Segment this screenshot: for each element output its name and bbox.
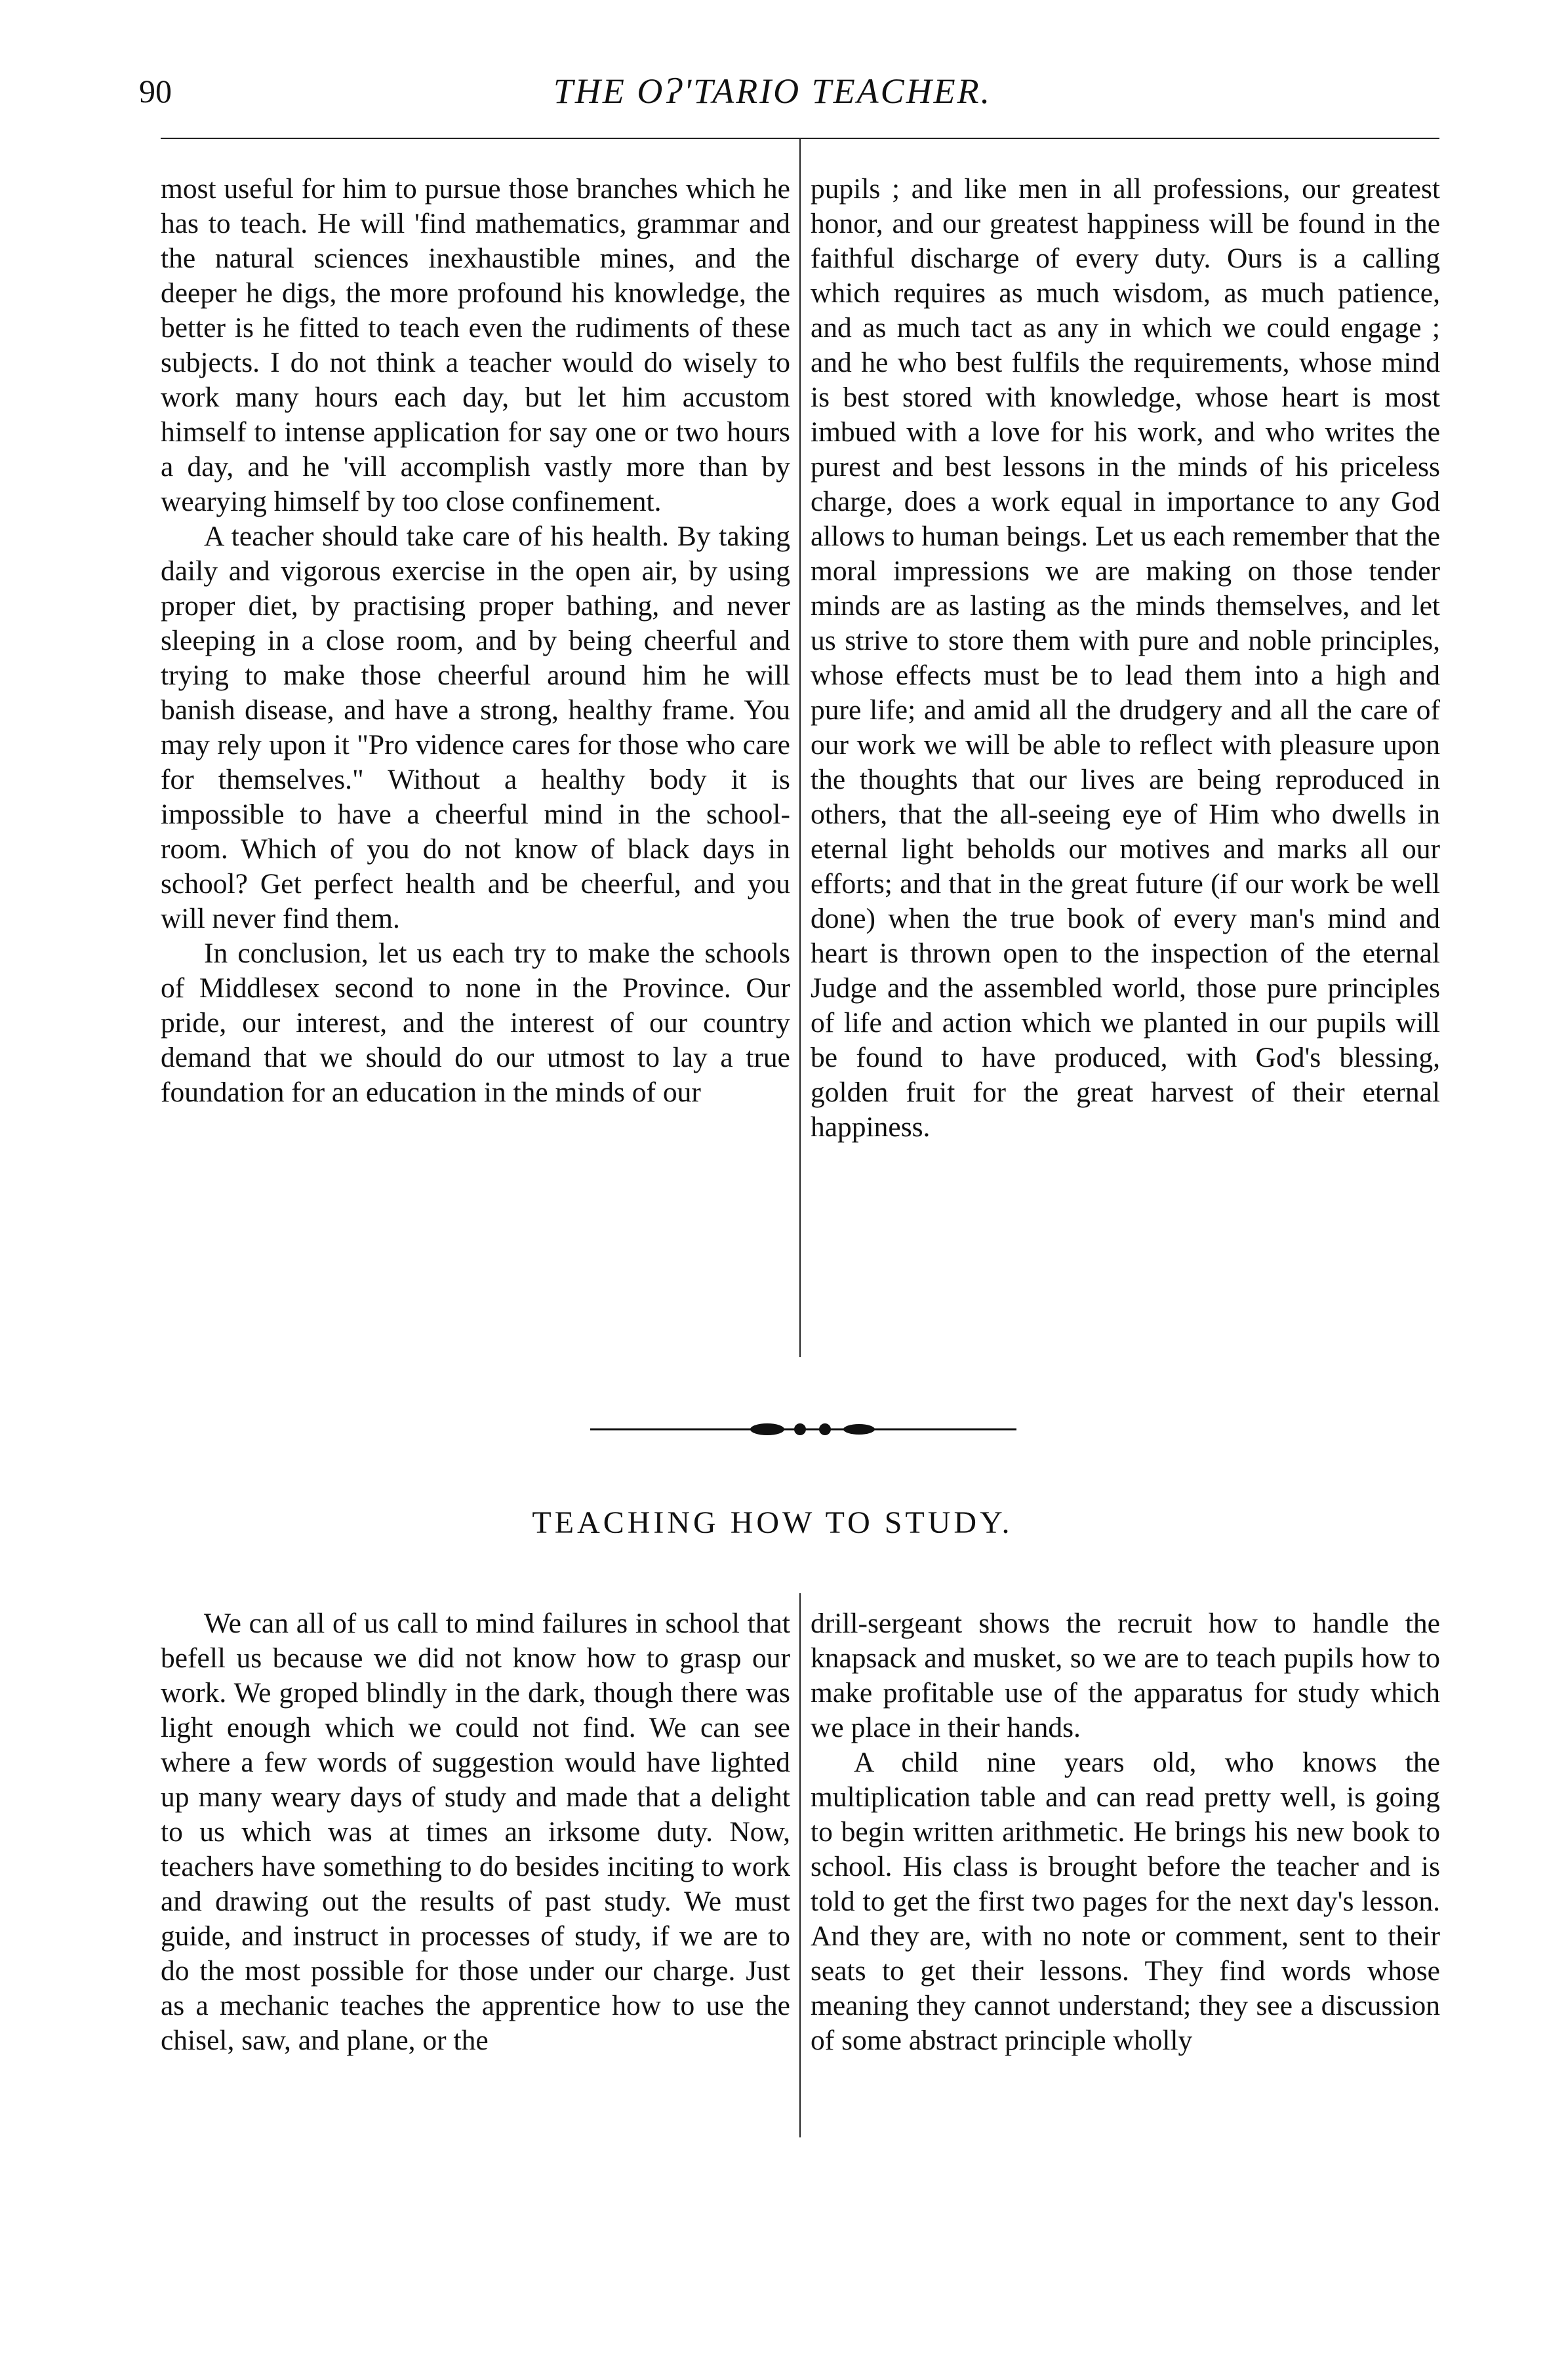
article-two-left-column (161, 1606, 790, 2058)
article-one-left-column (161, 172, 790, 1110)
paragraph: In conclusion, let us each try to make the schools of Middlesex second to none in the Province. Our pride, our interest, and the interest of our country demand that we should do our utmost to lay a true foundation for an education in the minds of our (161, 938, 790, 1108)
column-rule (799, 138, 801, 1357)
page-number: 90 (139, 73, 172, 109)
article-one-right-column (811, 172, 1440, 1145)
paragraph: most useful for him to pursue those branches which he has to teach. He will 'find mathematics, grammar and the natural sciences inexhaustible mines, and the deeper he digs, the more profound his knowledge, the better is he fitted to teach even the rudiments of these subjects. I do not think a teacher would do wisely to work many hours each day, but let him accustom himself to intense application for say one or two hours a day, and he 'vill accomplish vastly more than by wearying himself by too close confinement. (161, 173, 790, 517)
running-head: THE OɁ'TARIO TEACHER. (553, 71, 992, 111)
column-rule (799, 1593, 801, 2137)
paragraph: A child nine years old, who knows the multiplication table and can read pretty well, is going to begin written arithmetic. He brings his new book to school. His class is brought before the teacher and is told to get the first two pages for the next day's lesson. And they are, with no note or comment, sent to their seats to get their lessons. They find words whose meaning they cannot understand; they see a discussion of some abstract principle wholly (811, 1747, 1440, 2056)
paragraph: We can all of us call to mind failures in school that befell us because we did not know how to grasp our work. We groped blindly in the dark, though there was light enough which we could not find. We can see where a few words of suggestion would have lighted up many weary days of study and made that a delight to us which was at times an irksome duty. Now, teachers have something to do besides inciting to work and drawing out the results of past study. We must guide, and instruct in processes of study, if we are to do the most possible for those under our charge. Just as a mechanic teaches the apprentice how to use the chisel, saw, and plane, or the (161, 1608, 790, 2056)
article-two-right-column (811, 1606, 1440, 2058)
section-ornament (590, 1419, 1016, 1439)
paragraph: A teacher should take care of his health. By taking daily and vigorous exercise in the open air, by using proper diet, by practising proper bathing, and never sleeping in a close room, and by being cheerful and trying to make those cheerful around him he will banish disease, and have a strong, healthy frame. You may rely upon it "Pro vidence cares for those who care for themselves." Without a healthy body it is impossible to have a cheerful mind in the school-room. Which of you do not know of black days in school? Get perfect health and be cheerful, and you will never find them. (161, 521, 790, 934)
paragraph: drill-sergeant shows the recruit how to handle the knapsack and musket, so we are to teach pupils how to make profitable use of the apparatus for study which we place in their hands. (811, 1608, 1440, 1743)
section-title: TEACHING HOW TO STUDY. (532, 1505, 1013, 1540)
page-header (0, 46, 1545, 118)
paragraph: pupils ; and like men in all professions, our greatest honor, and our greatest happiness will be found in the faithful discharge of every duty. Ours is a calling which requires as much wisdom, as much patience, and as much tact as any in which we could engage ; and he who best fulfils the requirements, whose mind is best stored with knowledge, whose heart is most imbued with a love for his work, and who writes the purest and best lessons in the minds of his priceless charge, does a work equal in importance to any God allows to human beings. Let us each remember that the moral impressions we are making on those tender minds are as lasting as the minds themselves, and let us strive to store them with pure and noble principles, whose effects must be to lead them into a high and pure life; and amid all the drudgery and all the care of our work we will be able to reflect with pleasure upon the thoughts that our lives are being reproduced in others, that the all-seeing eye of Him who dwells in eternal light beholds our motives and marks all our efforts; and that in the great future (if our work be well done) when the true book of every man's mind and heart is thrown open to the inspection of the eternal Judge and the assembled world, those pure principles of life and action which we planted in our pupils will be found to have produced, with God's blessing, golden fruit for the great harvest of their eternal happiness. (811, 173, 1440, 1143)
